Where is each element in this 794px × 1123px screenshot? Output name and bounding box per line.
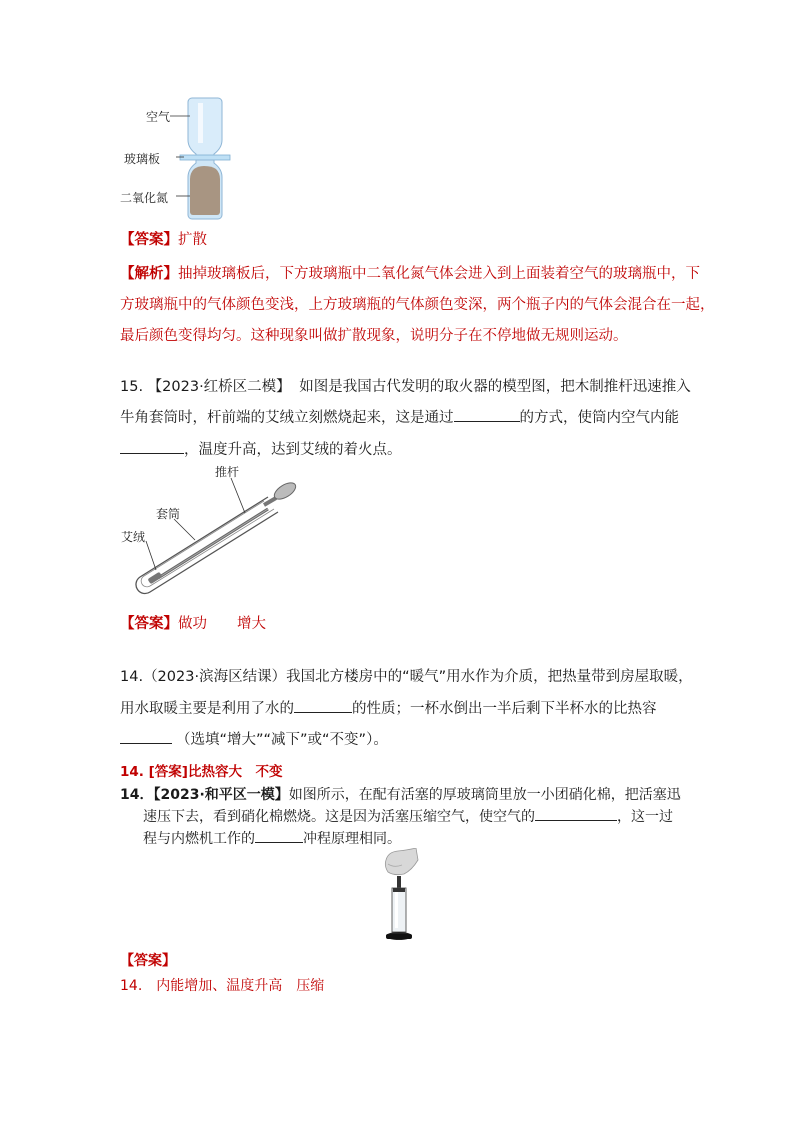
answer-diffusion xyxy=(120,228,207,249)
q15-line-1 xyxy=(120,375,691,396)
label-moxa: 艾绒 xyxy=(121,530,146,544)
analysis-line-2: 方玻璃瓶中的气体颜色变浅，上方玻璃瓶的气体颜色变深，两个瓶子内的气体会混合在一起， xyxy=(120,297,715,313)
answer-label: 【答案】 xyxy=(120,232,178,248)
q14a-line-3: （选填“增大”“减下”或“不变”）。 xyxy=(120,728,388,749)
q15-answer: 【答案】做功 增大 xyxy=(120,616,266,632)
analysis-line-3: 最后颜色变得均匀。这种现象叫做扩散现象，说明分子在不停地做无规则运动。 xyxy=(120,328,628,344)
answer-text: 扩散 xyxy=(178,232,207,248)
q14b-answer: 14. 内能增加、温度升高 压缩 xyxy=(120,978,325,994)
q15-blank-1[interactable] xyxy=(454,407,520,422)
q14b-blank-2[interactable] xyxy=(255,828,303,843)
label-no2: 二氧化氮 xyxy=(120,191,169,205)
q14a-line-1: 14.（2023·滨海区结课）我国北方楼房中的“暖气”用水作为介质，把热量带到房屋取暖， xyxy=(120,669,693,685)
q15-line-3: ，温度升高，达到艾绒的着火点。 xyxy=(120,438,402,459)
q14b-answer-label: 【答案】 xyxy=(120,953,176,969)
q15-line-2: 牛角套筒时，杆前端的艾绒立刻燃烧起来，这是通过 的方式，使筒内空气内能 xyxy=(120,406,679,427)
q14b-line-2: 速压下去，看到硝化棉燃烧。这是因为活塞压缩空气，使空气的 ，这一过 xyxy=(143,806,673,826)
q15-blank-2[interactable] xyxy=(120,439,184,454)
q14a-answer: 14. [答案]比热容大 不变 xyxy=(120,764,283,780)
q14a-blank-2[interactable] xyxy=(120,729,172,744)
analysis-label: 【解析】 xyxy=(120,266,178,282)
figure-compression-tube xyxy=(378,848,420,946)
q14b-blank-1[interactable] xyxy=(535,806,617,821)
label-air: 空气 xyxy=(146,110,171,124)
q15-source: 【2023·红桥区二模】 xyxy=(147,379,291,395)
q14b-line-1: 14．【2023·和平区一模】如图所示，在配有活塞的厚玻璃筒里放一小团硝化棉，把活塞迅 xyxy=(120,787,681,803)
q15-text-1: 如图是我国古代发明的取火器的模型图，把木制推杆迅速推入 xyxy=(299,379,691,395)
analysis-line-1: 【解析】抽掉玻璃板后，下方玻璃瓶中二氧化氮气体会进入到上面装着空气的玻璃瓶中，下 xyxy=(120,266,700,282)
q14a-blank-1[interactable] xyxy=(294,698,352,713)
figure-diffusion-bottles xyxy=(120,95,250,220)
compression-tube-illustration xyxy=(378,848,420,946)
label-glass-plate: 玻璃板 xyxy=(124,152,161,166)
label-sleeve: 套筒 xyxy=(156,507,181,521)
q14b-line-3: 程与内燃机工作的 冲程原理相同。 xyxy=(143,828,401,848)
q14a-line-2: 用水取暖主要是利用了水的 的性质；一杯水倒出一半后剩下半杯水的比热容 xyxy=(120,697,657,718)
q15-number: 15. xyxy=(120,379,144,395)
label-push-rod: 推杆 xyxy=(215,465,240,479)
figure-fire-piston xyxy=(118,465,298,605)
